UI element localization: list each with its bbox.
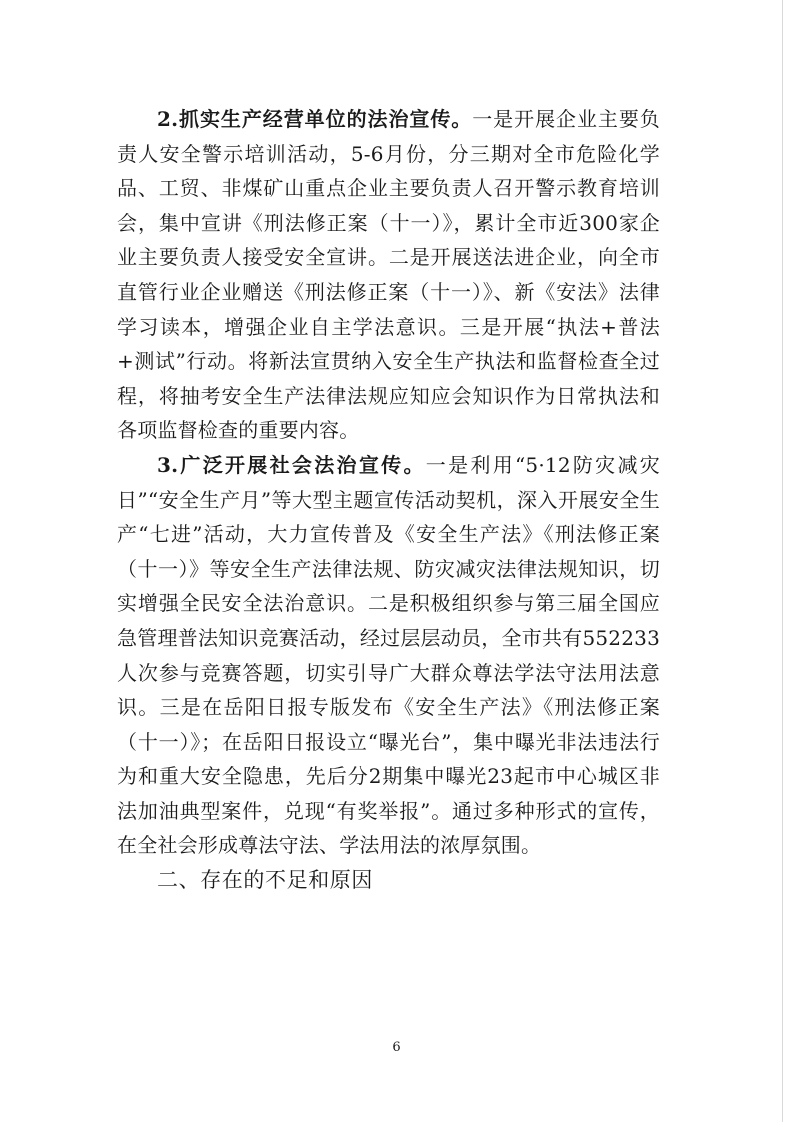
paragraph-text: 一是利用“5·12防灾减灾日”“安全生产月”等大型主题宣传活动契机，深入开展安全生产“七进”活动，大力宣传普及《安全生产法》《刑法修正案（十一）》等安全生产法律法规、防灾减灾法律法规知识，切实增强全民安全法治意识。二是积极组织参与第三届全国应急管理普法知识竞赛活动，经过层层动员，全市共有552233人次参与竞赛答题，切实引导广大群众尊法学法守法用法意识。三是在岳阳日报专版发布《安全生产法》《刑法修正案（十一）》；在岳阳日报设立“曝光台”，集中曝光非法违法行为和重大安全隐患，先后分2期集中曝光23起市中心城区非法加油典型案件，兑现“有奖举报”。通过多种形式的宣传，在全社会形成尊法守法、学法用法的浓厚氛围。	[117, 452, 660, 858]
paragraph-legal-publicity-enterprises	[117, 102, 660, 448]
paragraph-lead: 2.抓实生产经营单位的法治宣传。	[157, 107, 473, 131]
document-body	[117, 102, 660, 898]
page-number: 6	[392, 1040, 401, 1055]
paragraph-legal-publicity-society	[117, 448, 660, 863]
section-heading: 二、存在的不足和原因	[157, 868, 373, 893]
paragraph-text: 一是开展企业主要负责人安全警示培训活动，5-6月份，分三期对全市危险化学品、工贸、非煤矿山重点企业主要负责人召开警示教育培训会，集中宣讲《刑法修正案（十一）》，累计全市近300家企业主要负责人接受安全宣讲。二是开展送法进企业，向全市直管行业企业赠送《刑法修正案（十一）》、新《安法》法律学习读本，增强企业自主学法意识。三是开展“执法+普法+测试”行动。将新法宣贯纳入安全生产执法和监督检查全过程，将抽考安全生产法律法规应知应会知识作为日常执法和各项监督检查的重要内容。	[117, 107, 660, 443]
paragraph-lead: 3.广泛开展社会法治宣传。	[157, 452, 426, 477]
scan-edge-line	[782, 0, 783, 1122]
